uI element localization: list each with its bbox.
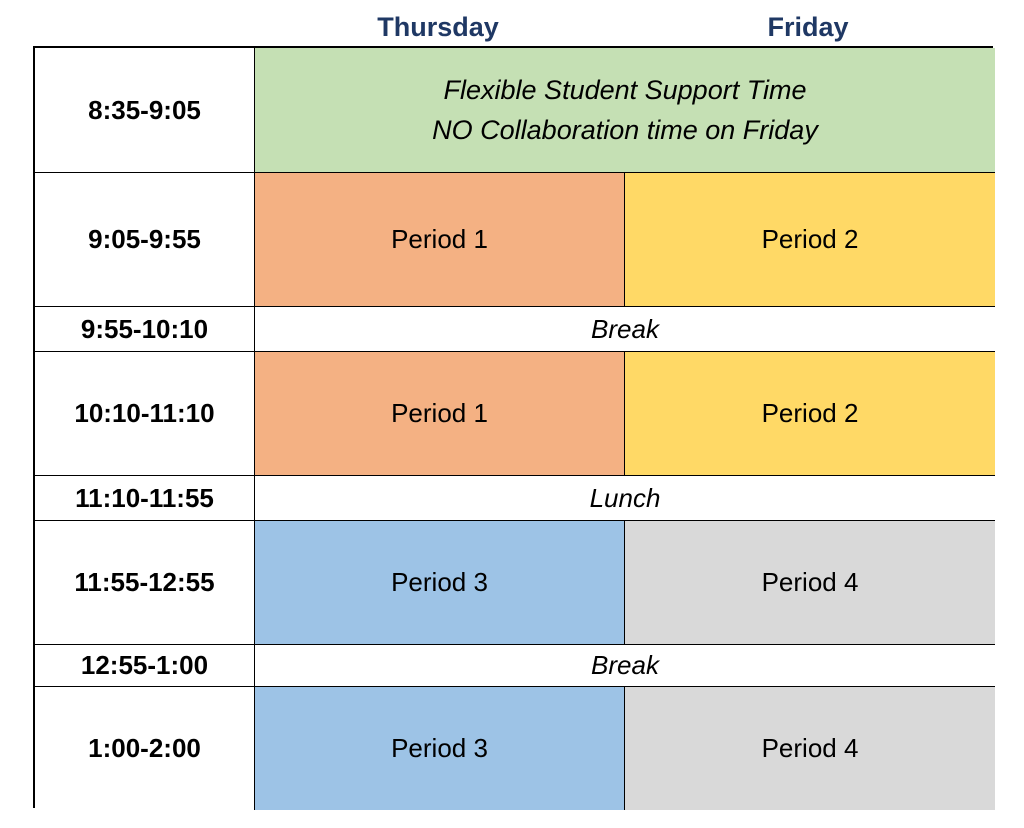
period-cell-friday: Period 2	[625, 173, 995, 307]
break-row: Break	[255, 307, 995, 352]
header-friday: Friday	[767, 12, 849, 42]
time-cell: 11:10-11:55	[35, 476, 255, 521]
flex-support-line-2: NO Collaboration time on Friday	[432, 115, 818, 145]
period-cell-thursday: Period 1	[255, 352, 625, 476]
time-cell: 11:55-12:55	[35, 521, 255, 645]
period-cell-friday: Period 4	[625, 521, 995, 645]
time-cell: 8:35-9:05	[35, 48, 255, 173]
time-cell: 12:55-1:00	[35, 645, 255, 687]
flex-support-line-1: Flexible Student Support Time	[443, 75, 807, 105]
schedule-table	[33, 46, 993, 808]
time-cell: 9:05-9:55	[35, 173, 255, 307]
period-cell-friday: Period 4	[625, 687, 995, 810]
period-cell-friday: Period 2	[625, 352, 995, 476]
time-cell: 9:55-10:10	[35, 307, 255, 352]
time-cell: 1:00-2:00	[35, 687, 255, 810]
period-cell-thursday: Period 1	[255, 173, 625, 307]
flex-support-block	[255, 48, 995, 173]
time-cell: 10:10-11:10	[35, 352, 255, 476]
header-thursday: Thursday	[377, 12, 499, 42]
period-cell-thursday: Period 3	[255, 521, 625, 645]
period-cell-thursday: Period 3	[255, 687, 625, 810]
lunch-row: Lunch	[255, 476, 995, 521]
break-row: Break	[255, 645, 995, 687]
